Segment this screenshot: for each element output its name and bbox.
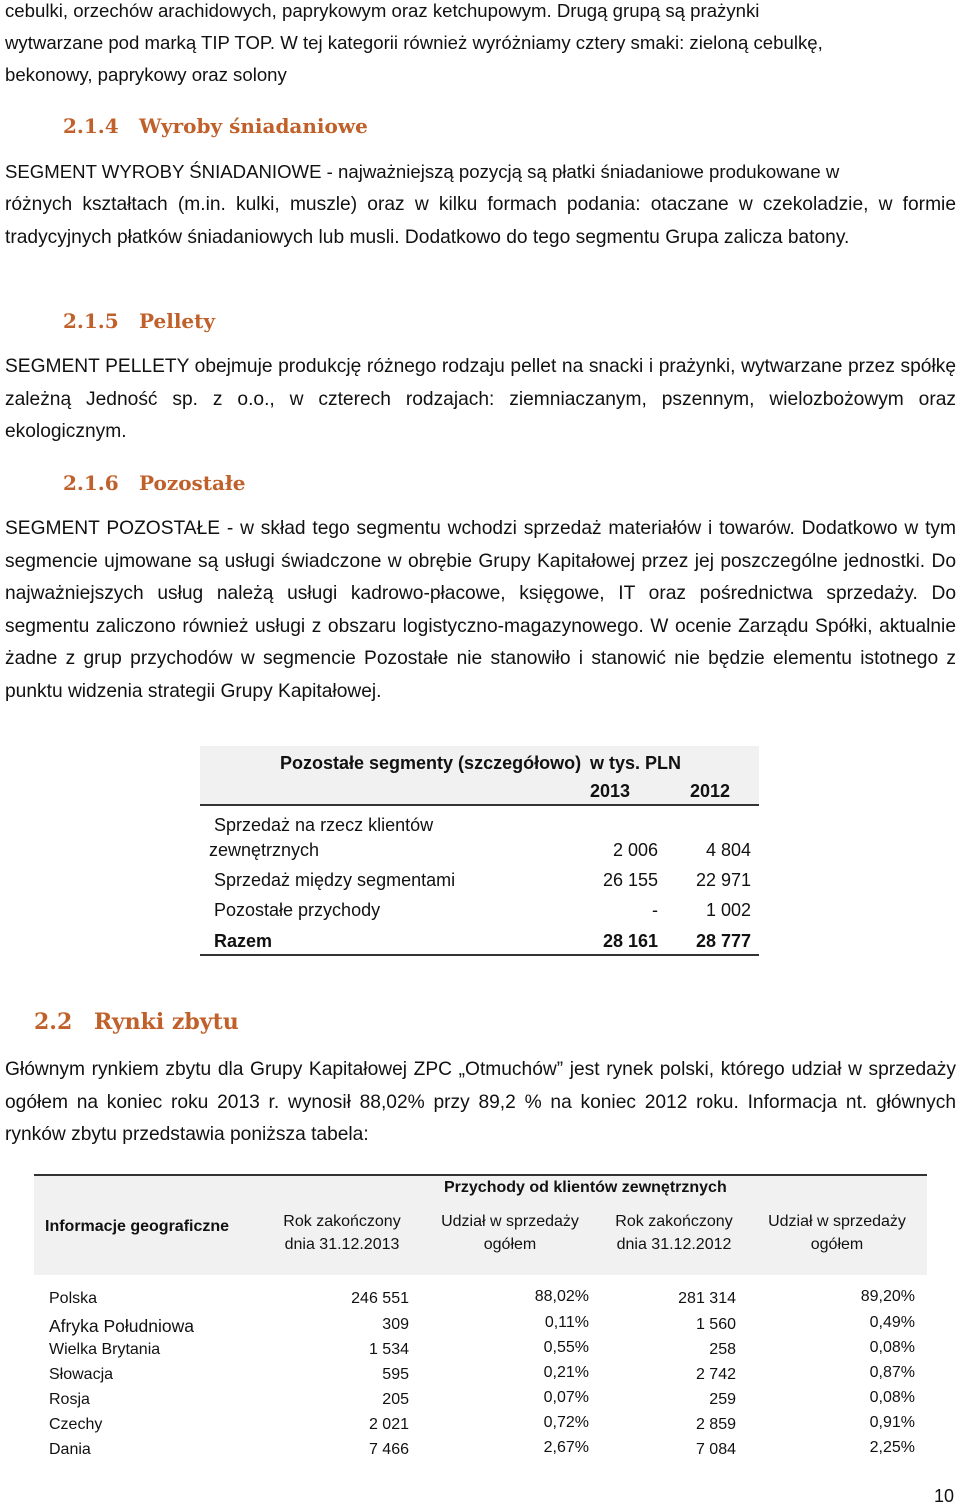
segments-table [200,746,759,956]
cell-2012: 1 002 [705,900,751,920]
col-share-2012: Udział w sprzedaży [768,1213,906,1230]
table-row [34,1366,927,1391]
value-2013: 1 534 [368,1341,409,1358]
sec22-paragraph: Głównym rynkiem zbytu dla Grupy Kapitałowej ZPC „Otmuchów” jest rynek polski, którego udział w sprzedaży ogółem na koniec roku 2013 r. wynosił 88,02% przy 89,2 % na koniec 2012 roku. Informacja nt. głównych rynków zbytu przedstawia poniższa tabela: [5,1059,956,1145]
heading-number: 2.1.4 [63,114,119,138]
table-row [34,1416,927,1441]
table-row [34,1341,927,1366]
col-year-2013-date: dnia 31.12.2013 [284,1236,400,1253]
country: Polska [49,1290,98,1307]
table-row [34,1290,927,1315]
share-2012: 0,08% [869,1339,915,1356]
sec216-paragraph: SEGMENT POZOSTAŁE - w skład tego segmentu wchodzi sprzedaż materiałów i towarów. Dodatkowo w tym segmencie ujmowane są usługi świadczone w obrębie Grupy Kapitałowej przez jej poszczególne jednostki. Do najważniejszych usług należą usługi kadrowo-płacowe, księgowe, IT oraz pośrednictwa sprzedaży. Do segmentu zaliczono również usługi z obszaru logistyczno-magazynowego. W ocenie Zarządu Spółki, aktualnie żadne z grup przychodów w segmencie Pozostałe nie stanowiło i stanowić nie będzie elementu istotnego z punktu widzenia strategii Grupy Kapitałowej. [5,518,956,702]
value-2012: 2 859 [695,1416,736,1433]
share-2012: 0,91% [869,1414,915,1431]
col-2013: 2013 [590,781,631,801]
cell-2013: - [652,900,658,920]
country: Czechy [49,1416,103,1433]
heading-number: 2.1.5 [63,309,119,333]
col-geo: Informacje geograficzne [45,1218,230,1235]
value-2013: 246 551 [351,1290,409,1307]
share-2012: 0,49% [869,1314,915,1331]
geographic-table [34,1174,927,1474]
country: Wielka Brytania [49,1341,161,1358]
share-2013: 0,55% [543,1339,589,1356]
heading-title: Pellety [139,309,216,333]
table-header-rule [200,804,759,806]
country: Rosja [49,1391,90,1408]
heading-2-1-6 [63,471,245,495]
table-row [34,1441,927,1466]
table-row [34,1316,927,1341]
table-title: Pozostałe segmenty (szczegółowo) [280,753,582,773]
share-2013: 2,67% [543,1439,589,1456]
col-share-2013: Udział w sprzedaży [441,1213,579,1230]
value-2013: 7 466 [368,1441,409,1458]
sec215-paragraph: SEGMENT PELLETY obejmuje produkcję różnego rodzaju pellet na snacki i prażynki, wytwarzane przez spółkę zależną Jedność sp. z o.o., w czterech rodzajach: ziemniaczanym, pszennym, wielozbożowym oraz ekologicznym. [5,356,956,442]
value-2012: 258 [709,1341,736,1358]
col-2012: 2012 [690,781,731,801]
heading-title: Rynki zbytu [94,1009,239,1035]
sec214-paragraph: różnych kształtach (m.in. kulki, muszle) oraz w kilku formach podania: otaczane w czekoladzie, w formie tradycyjnych płatków śniadaniowych lub musli. Dodatkowo do tego segmentu Grupa zalicza batony. [5,194,956,248]
heading-2-2 [34,1009,239,1035]
value-2013: 205 [382,1391,409,1408]
intro-line-3: bekonowy, paprykowy oraz solony [5,64,287,85]
group-header: Przychody od klientów zewnętrznych [444,1179,727,1196]
share-2013: 0,72% [543,1414,589,1431]
table-unit: w tys. PLN [590,753,682,773]
col-share-2013-b: ogółem [483,1236,537,1253]
value-2012: 1 560 [695,1316,736,1333]
value-2012: 281 314 [678,1290,736,1307]
cell-2012: 4 804 [705,840,751,860]
cell-2013-total: 28 161 [602,931,658,951]
share-2012: 89,20% [860,1288,915,1305]
share-2012: 0,08% [869,1389,915,1406]
share-2012: 2,25% [869,1439,915,1456]
heading-number: 2.2 [34,1009,73,1035]
country: Słowacja [49,1366,114,1383]
row-label: Sprzedaż między segmentami [214,870,456,890]
heading-title: Pozostałe [139,471,246,495]
page-number: 10 [933,1486,954,1506]
col-share-2012-b: ogółem [810,1236,864,1253]
value-2013: 2 021 [368,1416,409,1433]
heading-2-1-4 [63,114,368,138]
table-row [34,1391,927,1416]
cell-2012-total: 28 777 [695,931,751,951]
value-2012: 7 084 [695,1441,736,1458]
row-label-cont: zewnętrznych [209,840,320,860]
share-2012: 0,87% [869,1364,915,1381]
sec214-line-1: SEGMENT WYROBY ŚNIADANIOWE - najważniejszą pozycją są płatki śniadaniowe produkowane w [5,161,840,182]
cell-2013: 26 155 [602,870,658,890]
intro-line-2: wytwarzane pod marką TIP TOP. W tej kategorii również wyróżniamy cztery smaki: zieloną cebulkę, [5,32,823,53]
share-2013: 88,02% [534,1288,589,1305]
value-2013: 595 [382,1366,409,1383]
col-year-2013: Rok zakończony [283,1213,401,1230]
heading-2-1-5 [63,309,215,333]
cell-2012: 22 971 [695,870,751,890]
row-label: Pozostałe przychody [214,900,381,920]
heading-title: Wyroby śniadaniowe [139,114,368,138]
value-2012: 2 742 [695,1366,736,1383]
col-year-2012: Rok zakończony [615,1213,733,1230]
share-2013: 0,07% [543,1389,589,1406]
country: Afryka Południowa [49,1316,194,1336]
value-2012: 259 [709,1391,736,1408]
table-bottom-rule [200,954,759,956]
share-2013: 0,21% [543,1364,589,1381]
intro-line-1: cebulki, orzechów arachidowych, paprykowym oraz ketchupowym. Drugą grupą są prażynki [5,0,760,21]
row-label: Sprzedaż na rzecz klientów [214,815,434,835]
row-label-total: Razem [214,931,273,951]
share-2013: 0,11% [544,1314,589,1331]
cell-2013: 2 006 [612,840,658,860]
heading-number: 2.1.6 [63,471,119,495]
country: Dania [49,1441,91,1458]
col-year-2012-date: dnia 31.12.2012 [616,1236,732,1253]
value-2013: 309 [382,1316,409,1333]
